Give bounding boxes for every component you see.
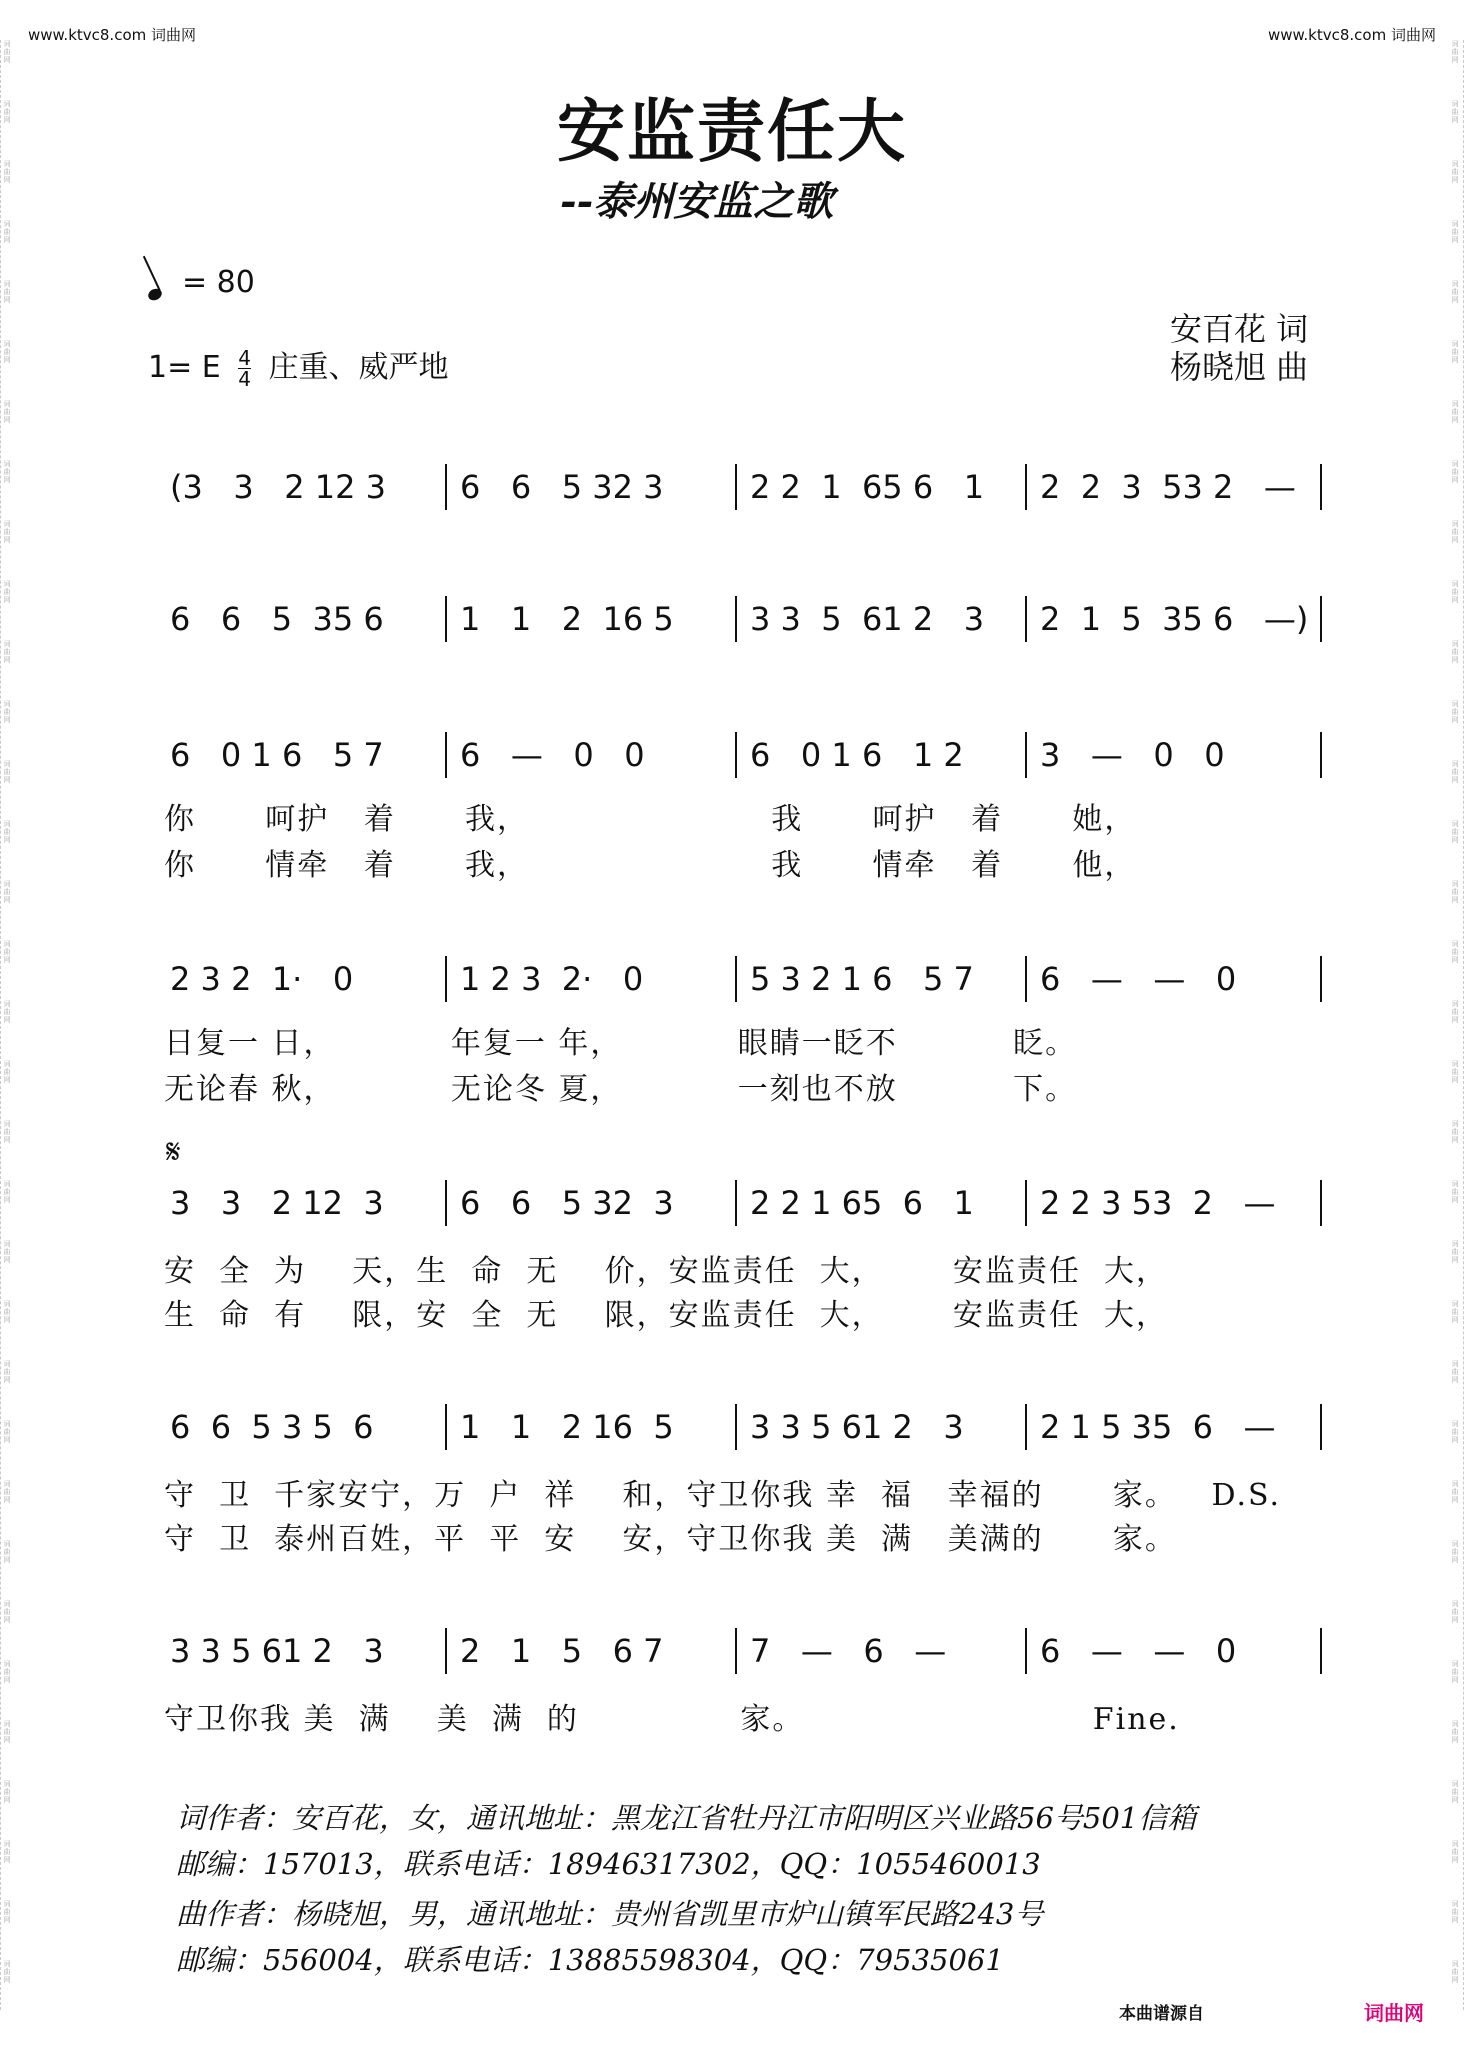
side-watermark: 词曲网 xyxy=(3,1600,11,1624)
measure-notes: 6 6 5 32 3 xyxy=(460,468,664,506)
bar-line xyxy=(735,732,737,778)
song-title: 安监责任大 xyxy=(556,92,907,172)
bar-line xyxy=(445,1180,447,1226)
time-signature xyxy=(238,348,251,389)
side-watermark: 词曲网 xyxy=(3,1180,11,1204)
side-watermark: 词曲网 xyxy=(1451,1840,1459,1864)
side-watermark: 词曲网 xyxy=(3,520,11,544)
side-watermark: 词曲网 xyxy=(3,400,11,424)
measure-notes: (3 3 2 12 3 xyxy=(170,468,387,506)
side-watermark: 词曲网 xyxy=(1451,520,1459,544)
side-watermark: 词曲网 xyxy=(1451,700,1459,724)
bar-line xyxy=(445,596,447,642)
measure-notes: 1 1 2 16 5 xyxy=(460,600,674,638)
side-watermark: 词曲网 xyxy=(1451,880,1459,904)
side-watermark: 词曲网 xyxy=(1451,1420,1459,1444)
side-watermark: 词曲网 xyxy=(1451,820,1459,844)
side-watermark: 词曲网 xyxy=(1451,1660,1459,1684)
side-watermark: 词曲网 xyxy=(3,1420,11,1444)
side-watermark: 词曲网 xyxy=(1451,1960,1459,1984)
site-url-left[interactable]: www.ktvc8.com 词曲网 xyxy=(28,26,197,44)
score-system xyxy=(160,600,1320,660)
side-watermark: 词曲网 xyxy=(3,460,11,484)
right-margin-strip xyxy=(1449,40,1464,2010)
bar-line xyxy=(445,464,447,510)
side-watermark: 词曲网 xyxy=(3,580,11,604)
quarter-note-icon xyxy=(146,287,163,303)
footer-line-3: 曲作者：杨晓旭，男，通讯地址：贵州省凯里市炉山镇军民路243号 xyxy=(176,1897,1044,1931)
song-subtitle: --泰州安监之歌 xyxy=(560,178,834,225)
bar-line xyxy=(445,956,447,1002)
measure-notes: 6 — — 0 xyxy=(1040,960,1237,998)
measure-notes: 3 3 5 61 2 3 xyxy=(750,1408,964,1446)
side-watermark: 词曲网 xyxy=(1451,1480,1459,1504)
measure-notes: 2 3 2 1· 0 xyxy=(170,960,354,998)
side-watermark: 词曲网 xyxy=(1451,40,1459,64)
lyric-line: 守 卫 千家安宁，万 户 祥 和，守卫你我 幸 福 幸福的 家。 D.S. xyxy=(164,1478,1282,1513)
key-prefix: 1= E xyxy=(148,350,221,385)
footer-line-1: 词作者：安百花，女，通讯地址：黑龙江省牡丹江市阳明区兴业路56号501信箱 xyxy=(176,1801,1197,1835)
side-watermark: 词曲网 xyxy=(3,1660,11,1684)
side-watermark: 词曲网 xyxy=(3,1780,11,1804)
authors-block xyxy=(1170,310,1308,386)
footer-line-4: 邮编：556004，联系电话：13885598304，QQ：79535061 xyxy=(176,1943,1004,1977)
bar-line xyxy=(1320,732,1322,778)
time-numerator: 4 xyxy=(238,346,251,370)
side-watermark: 词曲网 xyxy=(3,340,11,364)
measure-notes: 6 6 5 35 6 xyxy=(170,600,384,638)
bar-line xyxy=(1025,1404,1027,1450)
measure-notes: 5 3 2 1 6 5 7 xyxy=(750,960,974,998)
bar-line xyxy=(445,1628,447,1674)
site-url-right[interactable]: www.ktvc8.com 词曲网 xyxy=(1267,26,1436,44)
side-watermark: 词曲网 xyxy=(3,1480,11,1504)
measure-notes: 2 1 5 35 6 — xyxy=(1040,1408,1276,1446)
side-watermark: 词曲网 xyxy=(1451,1240,1459,1264)
measure-notes: 2 2 3 53 2 — xyxy=(1040,1184,1276,1222)
side-watermark: 词曲网 xyxy=(3,1240,11,1264)
lyric-line: 你 情牵 着 我， 我 情牵 着 他， xyxy=(164,848,1137,883)
score-system xyxy=(160,468,1320,528)
brand-logo[interactable]: 词曲网 xyxy=(1364,2001,1424,2025)
bar-line xyxy=(735,956,737,1002)
bar-line xyxy=(735,1180,737,1226)
side-watermark: 词曲网 xyxy=(1451,280,1459,304)
score-system xyxy=(160,736,1320,796)
score-system xyxy=(160,960,1320,1020)
bar-line xyxy=(1320,464,1322,510)
lyric-line: 安 全 为 天，生 命 无 价，安监责任 大， 安监责任 大， xyxy=(164,1254,1168,1289)
bar-line xyxy=(1320,1404,1322,1450)
time-denominator: 4 xyxy=(238,367,251,391)
side-watermark: 词曲网 xyxy=(3,1840,11,1864)
side-watermark: 词曲网 xyxy=(3,940,11,964)
bar-line xyxy=(445,1404,447,1450)
score-system xyxy=(160,1184,1320,1244)
side-watermark: 词曲网 xyxy=(3,1120,11,1144)
bar-line xyxy=(1025,464,1027,510)
mood-marking: 庄重、威严地 xyxy=(268,350,449,385)
lyricist-credit: 安百花 词 xyxy=(1170,310,1309,348)
measure-notes: 6 — 0 0 xyxy=(460,736,645,774)
bar-line xyxy=(1025,1180,1027,1226)
side-watermark: 词曲网 xyxy=(3,1540,11,1564)
side-watermark: 词曲网 xyxy=(3,1060,11,1084)
measure-notes: 3 3 2 12 3 xyxy=(170,1184,384,1222)
measure-notes: 7 — 6 — xyxy=(750,1632,947,1670)
key-signature xyxy=(148,342,449,389)
side-watermark: 词曲网 xyxy=(3,40,11,64)
side-watermark: 词曲网 xyxy=(1451,1540,1459,1564)
measure-notes: 2 2 1 65 6 1 xyxy=(750,1184,974,1222)
bar-line xyxy=(445,732,447,778)
lyric-line: 你 呵护 着 我， 我 呵护 着 她， xyxy=(164,802,1137,837)
lyric-line: 无论春 秋， 无论冬 夏， 一刻也不放 下。 xyxy=(164,1072,1078,1107)
bar-line xyxy=(1025,732,1027,778)
side-watermark: 词曲网 xyxy=(3,280,11,304)
side-watermark: 词曲网 xyxy=(3,1720,11,1744)
side-watermark: 词曲网 xyxy=(1451,1180,1459,1204)
bar-line xyxy=(1320,1628,1322,1674)
measure-notes: 3 3 5 61 2 3 xyxy=(170,1632,384,1670)
measure-notes: 6 — — 0 xyxy=(1040,1632,1237,1670)
side-watermark: 词曲网 xyxy=(3,1900,11,1924)
side-watermark: 词曲网 xyxy=(1451,220,1459,244)
bar-line xyxy=(1025,956,1027,1002)
lyric-line: 守卫你我 美 满 美 满 的 家。 Fine. xyxy=(164,1702,1180,1737)
measure-notes: 1 1 2 16 5 xyxy=(460,1408,674,1446)
bar-line xyxy=(1025,1628,1027,1674)
side-watermark: 词曲网 xyxy=(3,1300,11,1324)
left-margin-strip xyxy=(0,40,15,2010)
side-watermark: 词曲网 xyxy=(3,160,11,184)
side-watermark: 词曲网 xyxy=(3,640,11,664)
measure-notes: 6 0 1 6 5 7 xyxy=(170,736,384,774)
side-watermark: 词曲网 xyxy=(1451,1060,1459,1084)
measure-notes: 2 1 5 35 6 —) xyxy=(1040,600,1309,638)
side-watermark: 词曲网 xyxy=(3,100,11,124)
bar-line xyxy=(1320,956,1322,1002)
side-watermark: 词曲网 xyxy=(1451,1360,1459,1384)
bar-line xyxy=(735,596,737,642)
bar-line xyxy=(1320,596,1322,642)
side-watermark: 词曲网 xyxy=(3,760,11,784)
side-watermark: 词曲网 xyxy=(1451,1120,1459,1144)
source-label: 本曲谱源自 xyxy=(1119,2004,1204,2024)
side-watermark: 词曲网 xyxy=(1451,400,1459,424)
side-watermark: 词曲网 xyxy=(3,820,11,844)
side-watermark: 词曲网 xyxy=(1451,640,1459,664)
composer-credit: 杨晓旭 曲 xyxy=(1170,348,1309,386)
lyric-line: 日复一 日， 年复一 年， 眼睛一眨不 眨。 xyxy=(164,1026,1078,1061)
tempo-value: = 80 xyxy=(182,265,255,300)
measure-notes: 1 2 3 2· 0 xyxy=(460,960,644,998)
side-watermark: 词曲网 xyxy=(3,700,11,724)
measure-notes: 2 1 5 6 7 xyxy=(460,1632,664,1670)
side-watermark: 词曲网 xyxy=(1451,580,1459,604)
side-watermark: 词曲网 xyxy=(1451,1000,1459,1024)
measure-notes: 6 6 5 32 3 xyxy=(460,1184,674,1222)
bar-line xyxy=(735,1404,737,1450)
measure-notes: 3 3 5 61 2 3 xyxy=(750,600,985,638)
side-watermark: 词曲网 xyxy=(1451,1600,1459,1624)
side-watermark: 词曲网 xyxy=(3,1000,11,1024)
side-watermark: 词曲网 xyxy=(1451,1780,1459,1804)
measure-notes: 2 2 3 53 2 — xyxy=(1040,468,1296,506)
side-watermark: 词曲网 xyxy=(1451,460,1459,484)
side-watermark: 词曲网 xyxy=(3,220,11,244)
score-system xyxy=(160,1408,1320,1468)
measure-notes: 2 2 1 65 6 1 xyxy=(750,468,985,506)
tempo-marking xyxy=(148,265,255,300)
side-watermark: 词曲网 xyxy=(1451,760,1459,784)
lyric-line: 守 卫 泰州百姓，平 平 安 安，守卫你我 美 满 美满的 家。 xyxy=(164,1522,1177,1557)
bar-line xyxy=(735,1628,737,1674)
side-watermark: 词曲网 xyxy=(1451,1300,1459,1324)
side-watermark: 词曲网 xyxy=(1451,160,1459,184)
score-system xyxy=(160,1632,1320,1692)
side-watermark: 词曲网 xyxy=(3,880,11,904)
side-watermark: 词曲网 xyxy=(1451,340,1459,364)
bar-line xyxy=(1320,1180,1322,1226)
lyric-line: 生 命 有 限，安 全 无 限，安监责任 大， 安监责任 大， xyxy=(164,1298,1168,1333)
bar-line xyxy=(735,464,737,510)
footer-line-2: 邮编：157013，联系电话：18946317302，QQ：1055460013 xyxy=(176,1847,1041,1881)
segno-symbol: 𝄋 xyxy=(166,1132,181,1172)
measure-notes: 6 6 5 3 5 6 xyxy=(170,1408,374,1446)
side-watermark: 词曲网 xyxy=(1451,100,1459,124)
side-watermark: 词曲网 xyxy=(1451,1900,1459,1924)
side-watermark: 词曲网 xyxy=(3,1360,11,1384)
side-watermark: 词曲网 xyxy=(1451,1720,1459,1744)
measure-notes: 3 — 0 0 xyxy=(1040,736,1225,774)
measure-notes: 6 0 1 6 1 2 xyxy=(750,736,964,774)
bar-line xyxy=(1025,596,1027,642)
side-watermark: 词曲网 xyxy=(1451,940,1459,964)
side-watermark: 词曲网 xyxy=(3,1960,11,1984)
